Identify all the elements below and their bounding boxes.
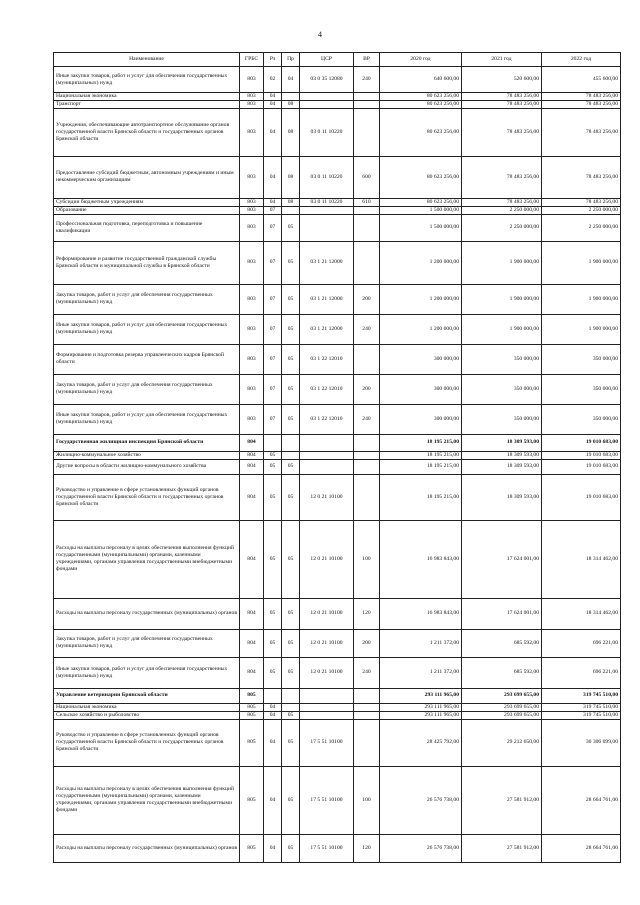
- cell-csr: 12 0 21 10100: [300, 657, 354, 688]
- cell-y2020: 16 983 843,00: [380, 520, 462, 598]
- cell-vr: [354, 688, 380, 703]
- cell-csr: [300, 100, 354, 108]
- cell-grbs: 804: [240, 474, 264, 520]
- cell-y2020: 300 000,00: [380, 344, 462, 374]
- cell-y2022: 2 250 000,00: [542, 214, 621, 241]
- cell-y2022: 19 010 683,00: [542, 474, 621, 520]
- cell-y2021: 17 624 001,00: [462, 520, 542, 598]
- cell-y2022: 1 900 000,00: [542, 241, 621, 284]
- cell-vr: [354, 451, 380, 459]
- cell-vr: [354, 474, 380, 520]
- cell-y2021: 1 900 000,00: [462, 284, 542, 314]
- cell-y2022: 696 221,00: [542, 629, 621, 657]
- table-row: [54, 711, 621, 719]
- table-row: [54, 657, 621, 688]
- cell-y2021: 27 581 912,00: [462, 766, 542, 834]
- cell-grbs: 803: [240, 156, 264, 198]
- table-row: [54, 598, 621, 629]
- cell-csr: 17 5 51 10100: [300, 834, 354, 862]
- table-row: [54, 314, 621, 344]
- cell-y2020: 80 623 256,00: [380, 198, 462, 206]
- cell-rz: 05: [264, 629, 282, 657]
- cell-rz: 04: [264, 198, 282, 206]
- table-row: [54, 214, 621, 241]
- cell-csr: 12 0 21 10100: [300, 520, 354, 598]
- header-2020: 2020 год: [380, 53, 462, 67]
- cell-grbs: 804: [240, 629, 264, 657]
- cell-grbs: 803: [240, 100, 264, 108]
- cell-rz: 07: [264, 404, 282, 434]
- cell-grbs: 803: [240, 314, 264, 344]
- cell-grbs: 803: [240, 93, 264, 101]
- cell-name: Иные закупки товаров, работ и услуг для обеспечения государственных (муниципальных) нужд: [54, 657, 240, 688]
- cell-y2022: 28 664 761,00: [542, 766, 621, 834]
- cell-pr: 05: [282, 719, 300, 766]
- cell-csr: 03 0 11 10220: [300, 198, 354, 206]
- cell-y2022: 350 000,00: [542, 344, 621, 374]
- cell-grbs: 803: [240, 214, 264, 241]
- cell-csr: [300, 703, 354, 711]
- cell-grbs: 805: [240, 688, 264, 703]
- cell-name: Закупка товаров, работ и услуг для обеспечения государственных (муниципальных) нужд: [54, 284, 240, 314]
- cell-vr: 120: [354, 598, 380, 629]
- cell-y2022: 78 483 256,00: [542, 198, 621, 206]
- cell-y2021: 350 000,00: [462, 374, 542, 404]
- cell-y2022: 18 314 462,00: [542, 598, 621, 629]
- table-header-row: [54, 53, 621, 67]
- table-row: [54, 766, 621, 834]
- cell-grbs: 804: [240, 657, 264, 688]
- cell-vr: [354, 344, 380, 374]
- cell-pr: 08: [282, 108, 300, 156]
- cell-csr: 12 0 21 10100: [300, 598, 354, 629]
- cell-y2022: 696 221,00: [542, 657, 621, 688]
- table-row: [54, 93, 621, 101]
- cell-name: Субсидии бюджетным учреждениям: [54, 198, 240, 206]
- cell-name: Жилищно-коммунальное хозяйство: [54, 451, 240, 459]
- cell-rz: 05: [264, 451, 282, 459]
- cell-rz: 04: [264, 108, 282, 156]
- header-2021: 2021 год: [462, 53, 542, 67]
- cell-vr: 200: [354, 629, 380, 657]
- cell-y2020: 300 000,00: [380, 404, 462, 434]
- table-row: [54, 344, 621, 374]
- page-number: 4: [318, 30, 322, 39]
- cell-vr: 100: [354, 766, 380, 834]
- cell-y2021: 18 309 593,00: [462, 459, 542, 474]
- cell-name: Национальная экономика: [54, 93, 240, 101]
- table-row: [54, 404, 621, 434]
- cell-name: Расходы на выплаты персоналу в целях обеспечения выполнения функций государственными (муниципальными) органами, казенными учреждениями, органами управления государственными внебюджетными фондами: [54, 520, 240, 598]
- cell-name: Формирование и подготовка резерва управленческих кадров Брянской области: [54, 344, 240, 374]
- cell-vr: 200: [354, 374, 380, 404]
- cell-vr: 120: [354, 834, 380, 862]
- cell-y2020: 1 500 000,00: [380, 206, 462, 214]
- cell-y2020: 1 200 000,00: [380, 241, 462, 284]
- cell-name: Предоставление субсидий бюджетным, автономным учреждениям и иным некоммерческим организациям: [54, 156, 240, 198]
- cell-y2021: 27 581 912,00: [462, 834, 542, 862]
- cell-pr: 05: [282, 520, 300, 598]
- cell-y2020: 640 600,00: [380, 67, 462, 93]
- cell-y2022: 30 306 099,00: [542, 719, 621, 766]
- cell-name: Закупка товаров, работ и услуг для обеспечения государственных (муниципальных) нужд: [54, 374, 240, 404]
- cell-grbs: 804: [240, 451, 264, 459]
- cell-pr: 05: [282, 284, 300, 314]
- cell-y2021: 293 699 655,00: [462, 688, 542, 703]
- cell-name: Иные закупки товаров, работ и услуг для обеспечения государственных (муниципальных) нужд: [54, 67, 240, 93]
- cell-rz: 05: [264, 474, 282, 520]
- cell-y2022: 319 745 510,00: [542, 711, 621, 719]
- cell-grbs: 803: [240, 284, 264, 314]
- table-body: [54, 67, 621, 863]
- cell-rz: 07: [264, 214, 282, 241]
- cell-name: Учреждения, обеспечивающие автотранспортное обслуживание органов государственной власти Брянской области и государственных органов Брянской области: [54, 108, 240, 156]
- cell-vr: [354, 108, 380, 156]
- cell-y2020: 18 195 215,00: [380, 434, 462, 451]
- cell-csr: 03 1 22 12010: [300, 344, 354, 374]
- cell-name: Иные закупки товаров, работ и услуг для обеспечения государственных (муниципальных) нужд: [54, 404, 240, 434]
- cell-name: Закупка товаров, работ и услуг для обеспечения государственных (муниципальных) нужд: [54, 629, 240, 657]
- cell-y2022: 78 483 256,00: [542, 93, 621, 101]
- cell-grbs: 803: [240, 206, 264, 214]
- cell-rz: 07: [264, 284, 282, 314]
- cell-y2020: 1 211 372,00: [380, 657, 462, 688]
- cell-y2021: 18 309 593,00: [462, 451, 542, 459]
- cell-vr: [354, 459, 380, 474]
- cell-rz: 04: [264, 711, 282, 719]
- cell-y2020: 1 211 372,00: [380, 629, 462, 657]
- cell-rz: 04: [264, 93, 282, 101]
- header-pr: Пр: [282, 53, 300, 67]
- table-row: [54, 67, 621, 93]
- cell-csr: [300, 93, 354, 101]
- cell-csr: [300, 206, 354, 214]
- cell-pr: 05: [282, 459, 300, 474]
- cell-y2020: 300 000,00: [380, 374, 462, 404]
- table-row: [54, 719, 621, 766]
- cell-csr: 17 5 51 10100: [300, 766, 354, 834]
- cell-y2021: 685 592,00: [462, 629, 542, 657]
- cell-csr: [300, 711, 354, 719]
- cell-y2022: 1 900 000,00: [542, 284, 621, 314]
- cell-csr: [300, 459, 354, 474]
- cell-name: Иные закупки товаров, работ и услуг для обеспечения государственных (муниципальных) нужд: [54, 314, 240, 344]
- cell-pr: [282, 451, 300, 459]
- cell-y2021: 2 250 000,00: [462, 214, 542, 241]
- cell-y2022: 78 483 256,00: [542, 156, 621, 198]
- cell-y2021: 293 699 655,00: [462, 703, 542, 711]
- cell-pr: 08: [282, 198, 300, 206]
- cell-rz: 05: [264, 598, 282, 629]
- table-row: [54, 156, 621, 198]
- cell-grbs: 804: [240, 459, 264, 474]
- cell-y2020: 80 623 256,00: [380, 156, 462, 198]
- cell-pr: [282, 688, 300, 703]
- cell-pr: 04: [282, 67, 300, 93]
- cell-vr: [354, 719, 380, 766]
- table-row: [54, 459, 621, 474]
- table-row: [54, 374, 621, 404]
- cell-y2022: 78 483 256,00: [542, 100, 621, 108]
- cell-y2022: 18 314 462,00: [542, 520, 621, 598]
- table-row: [54, 474, 621, 520]
- cell-y2020: 18 195 215,00: [380, 459, 462, 474]
- table-row: [54, 198, 621, 206]
- cell-y2020: 28 425 792,00: [380, 719, 462, 766]
- cell-csr: 17 5 51 10100: [300, 719, 354, 766]
- cell-y2021: 18 309 593,00: [462, 434, 542, 451]
- cell-csr: 03 0 11 10220: [300, 108, 354, 156]
- cell-pr: [282, 434, 300, 451]
- cell-y2020: 16 983 843,00: [380, 598, 462, 629]
- cell-pr: 05: [282, 344, 300, 374]
- cell-y2020: 26 576 738,00: [380, 834, 462, 862]
- cell-pr: 05: [282, 241, 300, 284]
- cell-y2020: 18 195 215,00: [380, 474, 462, 520]
- cell-y2021: 78 483 256,00: [462, 100, 542, 108]
- cell-y2022: 350 000,00: [542, 374, 621, 404]
- cell-name: Государственная жилищная инспекция Брянской области: [54, 434, 240, 451]
- cell-pr: [282, 93, 300, 101]
- header-2022: 2022 год: [542, 53, 621, 67]
- cell-y2022: 350 000,00: [542, 404, 621, 434]
- cell-pr: 05: [282, 834, 300, 862]
- cell-y2020: 1 200 000,00: [380, 314, 462, 344]
- cell-rz: 05: [264, 459, 282, 474]
- table-row: [54, 703, 621, 711]
- cell-csr: 03 1 22 12010: [300, 374, 354, 404]
- cell-vr: 610: [354, 198, 380, 206]
- cell-name: Национальная экономика: [54, 703, 240, 711]
- cell-y2022: 28 664 761,00: [542, 834, 621, 862]
- cell-y2021: 2 250 000,00: [462, 206, 542, 214]
- cell-grbs: 805: [240, 719, 264, 766]
- cell-pr: 05: [282, 404, 300, 434]
- cell-grbs: 803: [240, 241, 264, 284]
- budget-table: [53, 52, 621, 863]
- cell-y2021: 1 900 000,00: [462, 314, 542, 344]
- cell-grbs: 803: [240, 344, 264, 374]
- cell-vr: [354, 241, 380, 284]
- cell-grbs: 805: [240, 703, 264, 711]
- cell-y2021: 685 592,00: [462, 657, 542, 688]
- cell-rz: 04: [264, 156, 282, 198]
- cell-name: Расходы на выплаты персоналу государственных (муниципальных) органов: [54, 834, 240, 862]
- table-row: [54, 284, 621, 314]
- table-row: [54, 629, 621, 657]
- cell-rz: 07: [264, 206, 282, 214]
- cell-csr: 03 1 22 12010: [300, 404, 354, 434]
- cell-grbs: 804: [240, 434, 264, 451]
- cell-rz: 04: [264, 719, 282, 766]
- cell-y2021: 520 600,00: [462, 67, 542, 93]
- cell-vr: [354, 100, 380, 108]
- cell-pr: 05: [282, 766, 300, 834]
- cell-name: Профессиональная подготовка, переподготовка и повышение квалификации: [54, 214, 240, 241]
- table-row: [54, 834, 621, 862]
- table-row: [54, 206, 621, 214]
- cell-rz: [264, 688, 282, 703]
- cell-grbs: 805: [240, 711, 264, 719]
- cell-y2021: 350 000,00: [462, 344, 542, 374]
- cell-pr: 05: [282, 629, 300, 657]
- cell-csr: [300, 214, 354, 241]
- cell-y2020: 293 111 965,00: [380, 711, 462, 719]
- cell-pr: 08: [282, 100, 300, 108]
- cell-y2020: 293 111 965,00: [380, 703, 462, 711]
- table-row: [54, 520, 621, 598]
- cell-csr: [300, 451, 354, 459]
- cell-pr: 05: [282, 657, 300, 688]
- cell-rz: 07: [264, 241, 282, 284]
- cell-pr: 05: [282, 474, 300, 520]
- cell-rz: 05: [264, 520, 282, 598]
- header-rz: Рз: [264, 53, 282, 67]
- cell-name: Управление ветеринарии Брянской области: [54, 688, 240, 703]
- cell-grbs: 805: [240, 766, 264, 834]
- cell-y2022: 1 900 000,00: [542, 314, 621, 344]
- cell-vr: [354, 206, 380, 214]
- cell-y2022: 319 745 510,00: [542, 688, 621, 703]
- cell-name: Руководство и управление в сфере установленных функций органов государственной власти Брянской области и государственных органов Брянской области: [54, 474, 240, 520]
- cell-vr: 240: [354, 404, 380, 434]
- cell-rz: 04: [264, 766, 282, 834]
- cell-y2020: 80 623 256,00: [380, 100, 462, 108]
- cell-rz: 04: [264, 100, 282, 108]
- cell-vr: 240: [354, 314, 380, 344]
- cell-rz: 07: [264, 344, 282, 374]
- cell-name: Руководство и управление в сфере установленных функций органов государственной власти Брянской области и государственных органов Брянской области: [54, 719, 240, 766]
- cell-y2020: 293 111 965,00: [380, 688, 462, 703]
- cell-name: Сельское хозяйство и рыболовство: [54, 711, 240, 719]
- cell-y2020: 1 200 000,00: [380, 284, 462, 314]
- cell-y2021: 29 212 650,00: [462, 719, 542, 766]
- cell-y2021: 78 483 256,00: [462, 108, 542, 156]
- cell-y2021: 18 309 593,00: [462, 474, 542, 520]
- cell-y2021: 78 483 256,00: [462, 198, 542, 206]
- cell-grbs: 803: [240, 67, 264, 93]
- cell-name: Транспорт: [54, 100, 240, 108]
- cell-y2022: 19 010 683,00: [542, 451, 621, 459]
- cell-y2022: 455 600,00: [542, 67, 621, 93]
- cell-name: Образование: [54, 206, 240, 214]
- cell-y2021: 78 483 256,00: [462, 93, 542, 101]
- table-row: [54, 451, 621, 459]
- cell-y2021: 350 000,00: [462, 404, 542, 434]
- cell-csr: 12 0 21 10100: [300, 629, 354, 657]
- cell-csr: 03 0 11 10220: [300, 156, 354, 198]
- cell-y2022: 319 745 510,00: [542, 703, 621, 711]
- cell-name: Расходы на выплаты персоналу государственных (муниципальных) органов: [54, 598, 240, 629]
- table-row: [54, 434, 621, 451]
- cell-csr: [300, 434, 354, 451]
- cell-vr: 100: [354, 520, 380, 598]
- cell-csr: [300, 688, 354, 703]
- cell-rz: 05: [264, 657, 282, 688]
- cell-rz: 07: [264, 374, 282, 404]
- cell-rz: 04: [264, 703, 282, 711]
- cell-pr: 05: [282, 314, 300, 344]
- cell-y2020: 1 500 000,00: [380, 214, 462, 241]
- cell-rz: [264, 434, 282, 451]
- table-row: [54, 108, 621, 156]
- cell-name: Расходы на выплаты персоналу в целях обеспечения выполнения функций государственными (муниципальными) органами, казенными учреждениями, органами управления государственными внебюджетными фондами: [54, 766, 240, 834]
- cell-vr: 240: [354, 657, 380, 688]
- cell-grbs: 803: [240, 198, 264, 206]
- cell-y2020: 80 623 256,00: [380, 93, 462, 101]
- cell-csr: 03 1 21 12000: [300, 314, 354, 344]
- cell-pr: 05: [282, 598, 300, 629]
- cell-vr: [354, 93, 380, 101]
- cell-grbs: 803: [240, 404, 264, 434]
- cell-vr: [354, 214, 380, 241]
- header-vr: ВР: [354, 53, 380, 67]
- cell-vr: [354, 703, 380, 711]
- table-row: [54, 100, 621, 108]
- cell-name: Реформирование и развитие государственной гражданской службы Брянской области и муниципальной службы в Брянской области: [54, 241, 240, 284]
- cell-y2021: 293 699 655,00: [462, 711, 542, 719]
- cell-name: Другие вопросы в области жилищно-коммунального хозяйства: [54, 459, 240, 474]
- cell-y2022: 19 010 683,00: [542, 459, 621, 474]
- cell-rz: 02: [264, 67, 282, 93]
- cell-vr: 240: [354, 67, 380, 93]
- cell-vr: [354, 434, 380, 451]
- header-grbs: ГРБС: [240, 53, 264, 67]
- cell-grbs: 803: [240, 374, 264, 404]
- table-row: [54, 241, 621, 284]
- cell-pr: [282, 703, 300, 711]
- cell-grbs: 803: [240, 108, 264, 156]
- cell-y2022: 78 483 256,00: [542, 108, 621, 156]
- cell-y2020: 18 195 215,00: [380, 451, 462, 459]
- cell-y2021: 78 483 256,00: [462, 156, 542, 198]
- table-row: [54, 688, 621, 703]
- header-csr: ЦСР: [300, 53, 354, 67]
- cell-grbs: 805: [240, 834, 264, 862]
- cell-pr: 05: [282, 711, 300, 719]
- cell-vr: [354, 711, 380, 719]
- cell-vr: 600: [354, 156, 380, 198]
- cell-vr: 200: [354, 284, 380, 314]
- cell-grbs: 804: [240, 520, 264, 598]
- cell-pr: 05: [282, 214, 300, 241]
- cell-y2020: 26 576 738,00: [380, 766, 462, 834]
- cell-csr: 03 0 35 12080: [300, 67, 354, 93]
- cell-pr: 08: [282, 156, 300, 198]
- cell-grbs: 804: [240, 598, 264, 629]
- header-name: Наименование: [54, 53, 240, 67]
- cell-rz: 04: [264, 834, 282, 862]
- cell-rz: 07: [264, 314, 282, 344]
- cell-csr: 03 1 21 12000: [300, 241, 354, 284]
- cell-y2021: 1 900 000,00: [462, 241, 542, 284]
- cell-pr: [282, 206, 300, 214]
- cell-y2020: 80 623 256,00: [380, 108, 462, 156]
- cell-pr: 05: [282, 374, 300, 404]
- cell-csr: 12 0 21 10100: [300, 474, 354, 520]
- cell-y2022: 19 010 683,00: [542, 434, 621, 451]
- cell-y2021: 17 624 001,00: [462, 598, 542, 629]
- cell-y2022: 2 250 000,00: [542, 206, 621, 214]
- cell-csr: 03 1 21 12000: [300, 284, 354, 314]
